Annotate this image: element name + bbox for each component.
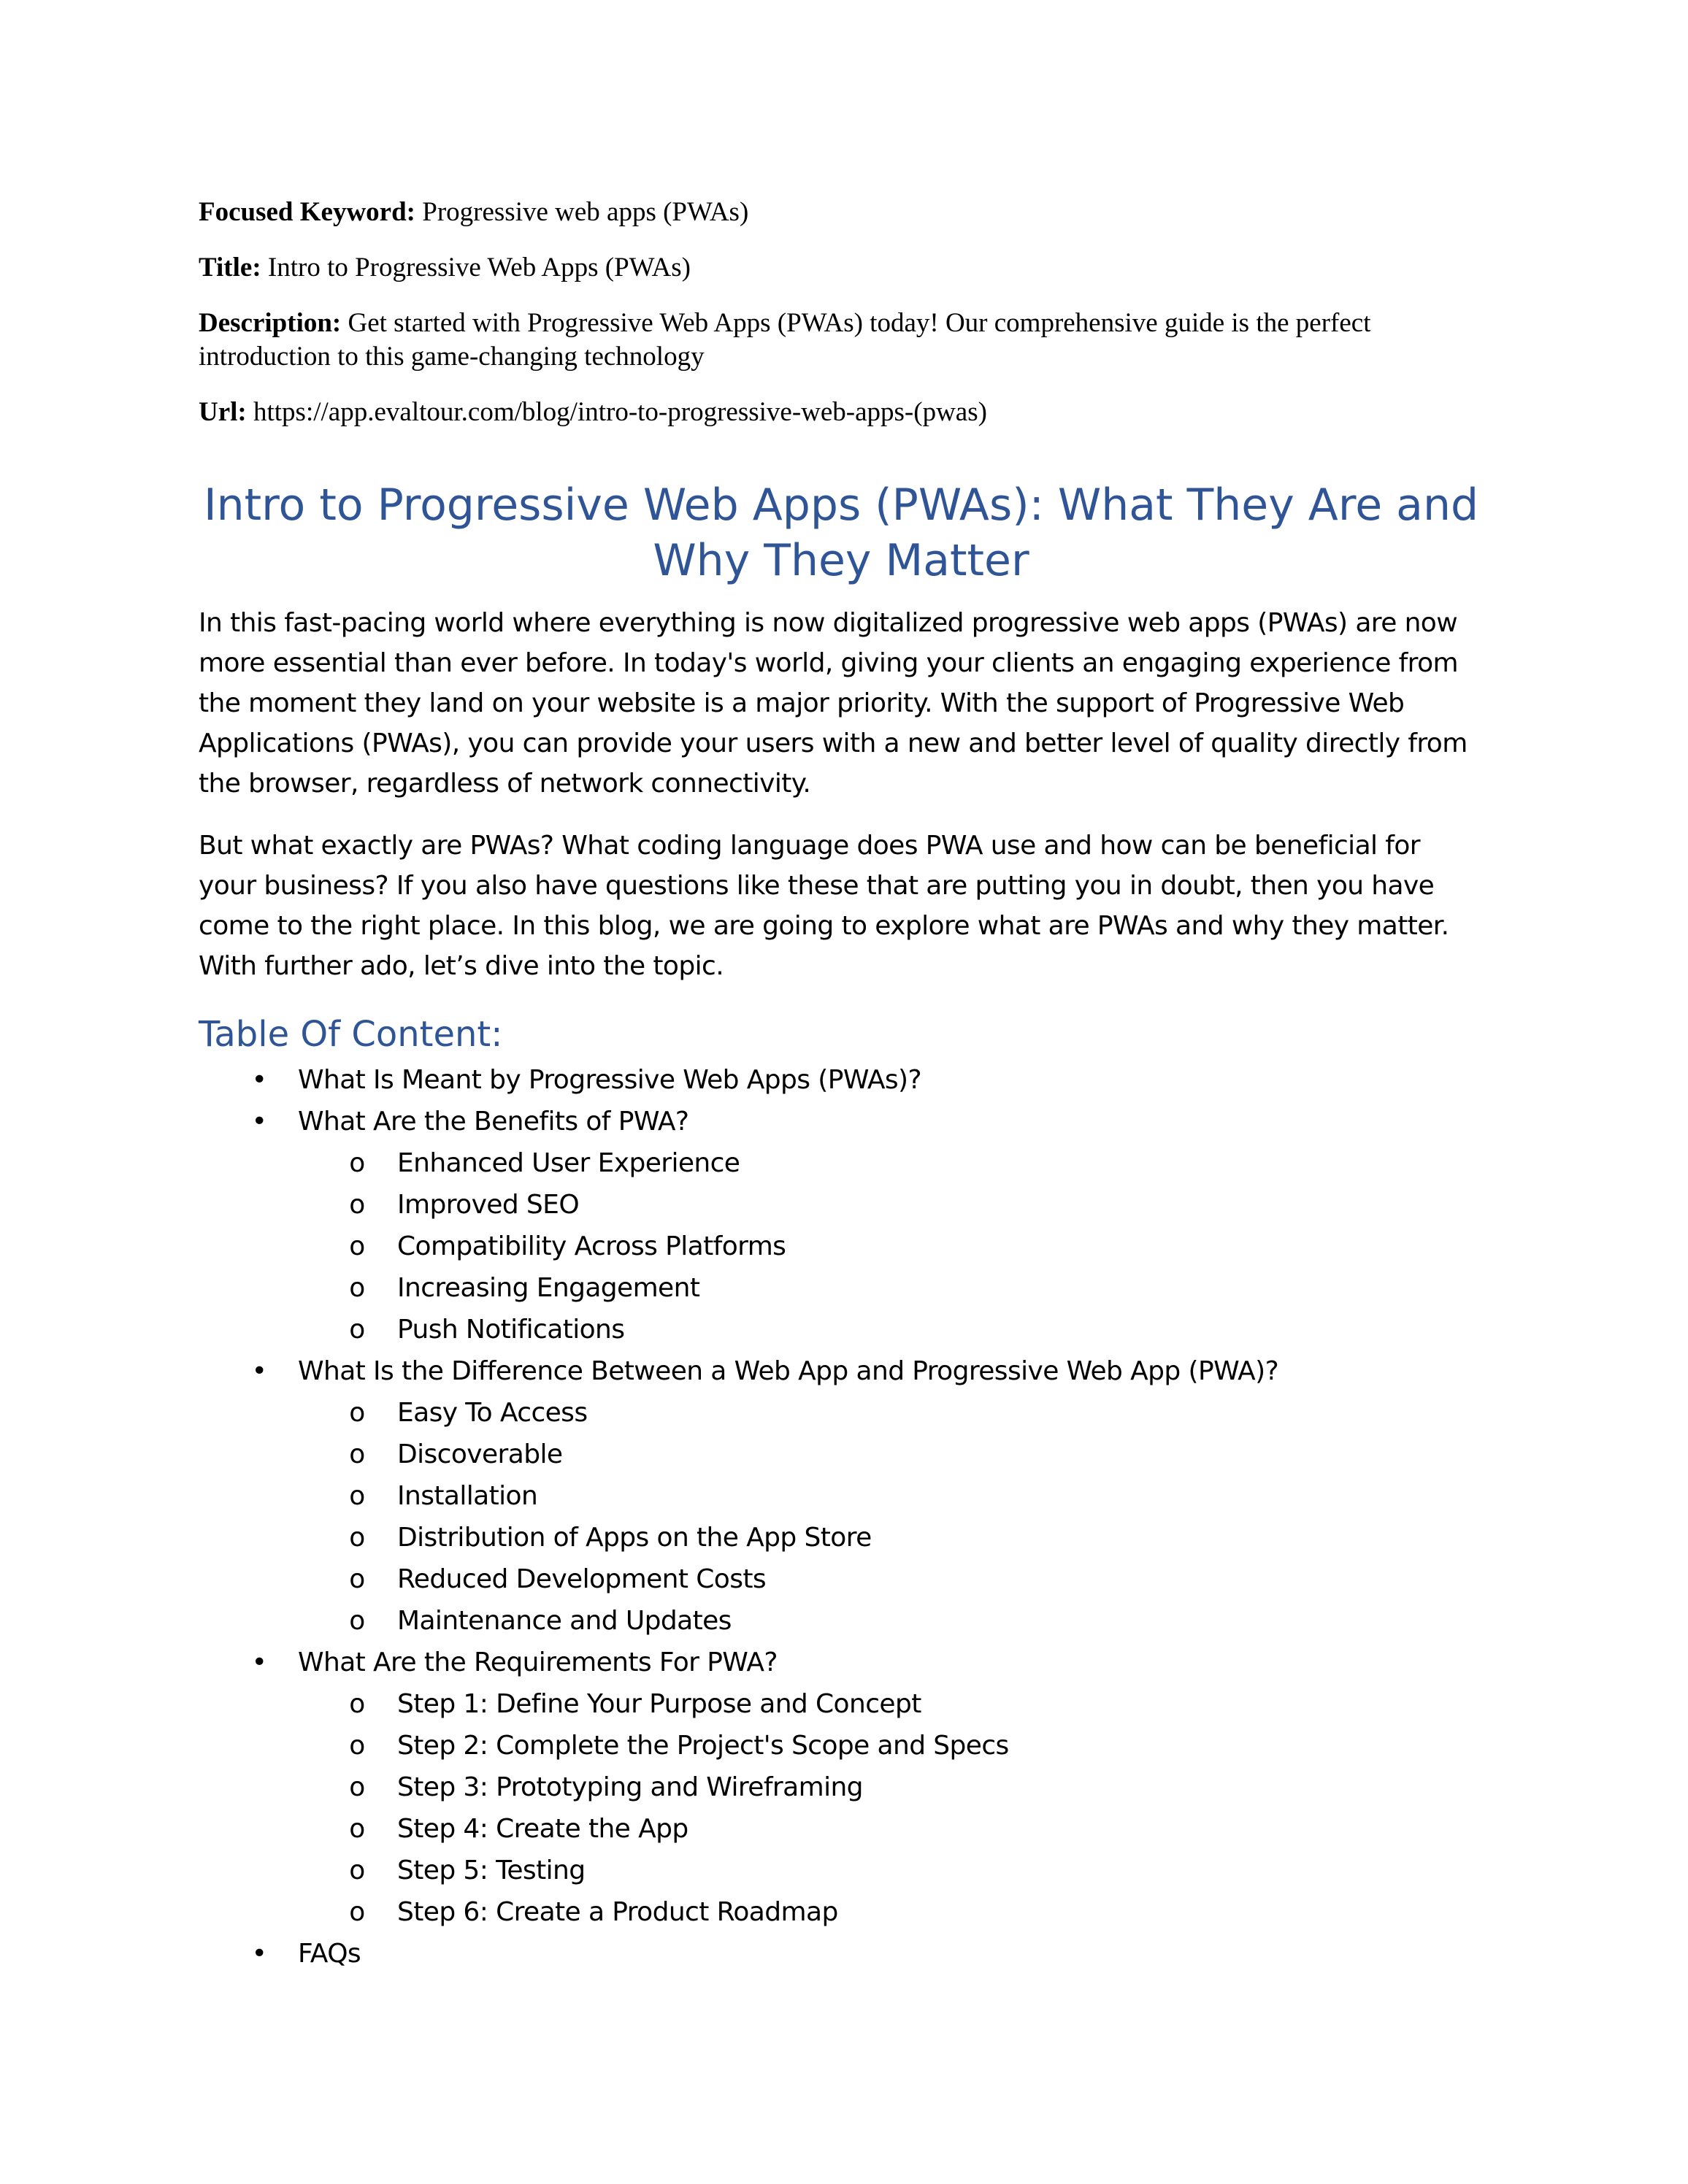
toc-subitem [298,1600,1484,1642]
circle-bullet-icon: o [349,1897,365,1927]
toc-subitem-label: Step 6: Create a Product Roadmap [397,1897,838,1927]
toc-subitem [298,1725,1484,1766]
toc-item-label: What Are the Benefits of PWA? [298,1107,689,1137]
circle-bullet-icon: o [349,1148,365,1178]
description-value: Get started with Progressive Web Apps (PWAs) today! Our comprehensive guide is the perfect introduction to this game-changing technology [199,308,1371,372]
url-label: Url: [199,397,247,427]
toc-item-difference [199,1350,1484,1642]
toc-sublist-requirements [298,1683,1484,1933]
toc-item-label: What Are the Requirements For PWA? [298,1647,778,1677]
circle-bullet-icon: o [349,1481,365,1511]
toc-subitem [298,1392,1484,1434]
title-value: Intro to Progressive Web Apps (PWAs) [267,253,691,282]
circle-bullet-icon: o [349,1856,365,1885]
circle-bullet-icon: o [349,1689,365,1719]
toc-subitem-label: Push Notifications [397,1315,625,1345]
bullet-icon: • [251,1356,267,1386]
toc-subitem [298,1891,1484,1933]
circle-bullet-icon: o [349,1731,365,1761]
toc-item-label: FAQs [298,1939,361,1969]
toc-heading: Table Of Content: [199,1014,503,1055]
description-line [199,307,1484,374]
toc-item-label: What Is the Difference Between a Web App and Progressive Web App (PWA)? [298,1356,1279,1386]
focused-keyword-label: Focused Keyword: [199,197,415,227]
title-label: Title: [199,253,261,282]
toc-subitem-label: Step 1: Define Your Purpose and Concept [397,1689,921,1719]
focused-keyword-value: Progressive web apps (PWAs) [422,197,749,227]
toc-subitem-label: Maintenance and Updates [397,1606,732,1636]
toc-subitem-label: Enhanced User Experience [397,1148,740,1178]
circle-bullet-icon: o [349,1814,365,1844]
toc-sublist-difference [298,1392,1484,1642]
toc-subitem-label: Step 5: Testing [397,1856,586,1885]
toc-subitem-label: Step 2: Complete the Project's Scope and Specs [397,1731,1009,1761]
toc-subitem [298,1434,1484,1475]
bullet-icon: • [251,1939,267,1969]
toc-subitem [298,1517,1484,1558]
toc-subitem [298,1558,1484,1600]
circle-bullet-icon: o [349,1606,365,1636]
toc-subitem-label: Step 3: Prototyping and Wireframing [397,1772,863,1802]
circle-bullet-icon: o [349,1564,365,1594]
toc-subitem [298,1808,1484,1850]
article-heading: Intro to Progressive Web Apps (PWAs): What They Are and Why They Matter [203,480,1479,586]
toc-subitem-label: Compatibility Across Platforms [397,1231,786,1261]
toc-subitem-label: Step 4: Create the App [397,1814,688,1844]
toc-subitem [298,1475,1484,1517]
toc-subitem [298,1267,1484,1309]
toc-subitem-label: Improved SEO [397,1190,580,1220]
bullet-icon: • [251,1065,267,1095]
toc-subitem-label: Increasing Engagement [397,1273,700,1303]
circle-bullet-icon: o [349,1523,365,1553]
toc-sublist-benefits [298,1142,1484,1350]
circle-bullet-icon: o [349,1772,365,1802]
description-label: Description: [199,308,342,338]
toc-item-requirements [199,1642,1484,1933]
toc-subitem [298,1850,1484,1891]
circle-bullet-icon: o [349,1231,365,1261]
toc-subitem-label: Installation [397,1481,538,1511]
toc-subitem-label: Easy To Access [397,1398,588,1428]
toc-subitem [298,1142,1484,1184]
toc-subitem [298,1184,1484,1226]
table-of-contents [199,1059,1484,1975]
toc-subitem [298,1226,1484,1267]
circle-bullet-icon: o [349,1273,365,1303]
bullet-icon: • [251,1107,267,1137]
intro-paragraph-1: In this fast-pacing world where everything is now digitalized progressive web apps (PWAs) are now more essential than ever before. In today's world, giving your clients an engaging experience from the moment they land on your website is a major priority. With the support of Progressive Web Applications (PWAs), you can provide your users with a new and better level of quality directly from the browser, regardless of network connectivity. [199,608,1468,799]
focused-keyword-line [199,196,1484,229]
url-value: https://app.evaltour.com/blog/intro-to-progressive-web-apps-(pwas) [253,397,987,427]
toc-subitem [298,1766,1484,1808]
circle-bullet-icon: o [349,1315,365,1345]
toc-item-label: What Is Meant by Progressive Web Apps (PWAs)? [298,1065,921,1095]
url-line [199,396,1484,429]
circle-bullet-icon: o [349,1439,365,1469]
toc-subitem [298,1309,1484,1350]
toc-subitem-label: Reduced Development Costs [397,1564,767,1594]
toc-item-benefits [199,1101,1484,1350]
circle-bullet-icon: o [349,1398,365,1428]
toc-subitem-label: Discoverable [397,1439,563,1469]
title-line [199,251,1484,285]
circle-bullet-icon: o [349,1190,365,1220]
toc-item-what-is-pwa [199,1059,1484,1101]
toc-item-faqs [199,1933,1484,1975]
toc-subitem [298,1683,1484,1725]
document-content [199,196,1484,1975]
bullet-icon: • [251,1647,267,1677]
toc-subitem-label: Distribution of Apps on the App Store [397,1523,872,1553]
intro-paragraph-2: But what exactly are PWAs? What coding language does PWA use and how can be beneficial for your business? If you also have questions like these that are putting you in doubt, then you have come to the right place. In this blog, we are going to explore what are PWAs and why they matter. With further ado, let’s dive into the topic. [199,831,1449,981]
